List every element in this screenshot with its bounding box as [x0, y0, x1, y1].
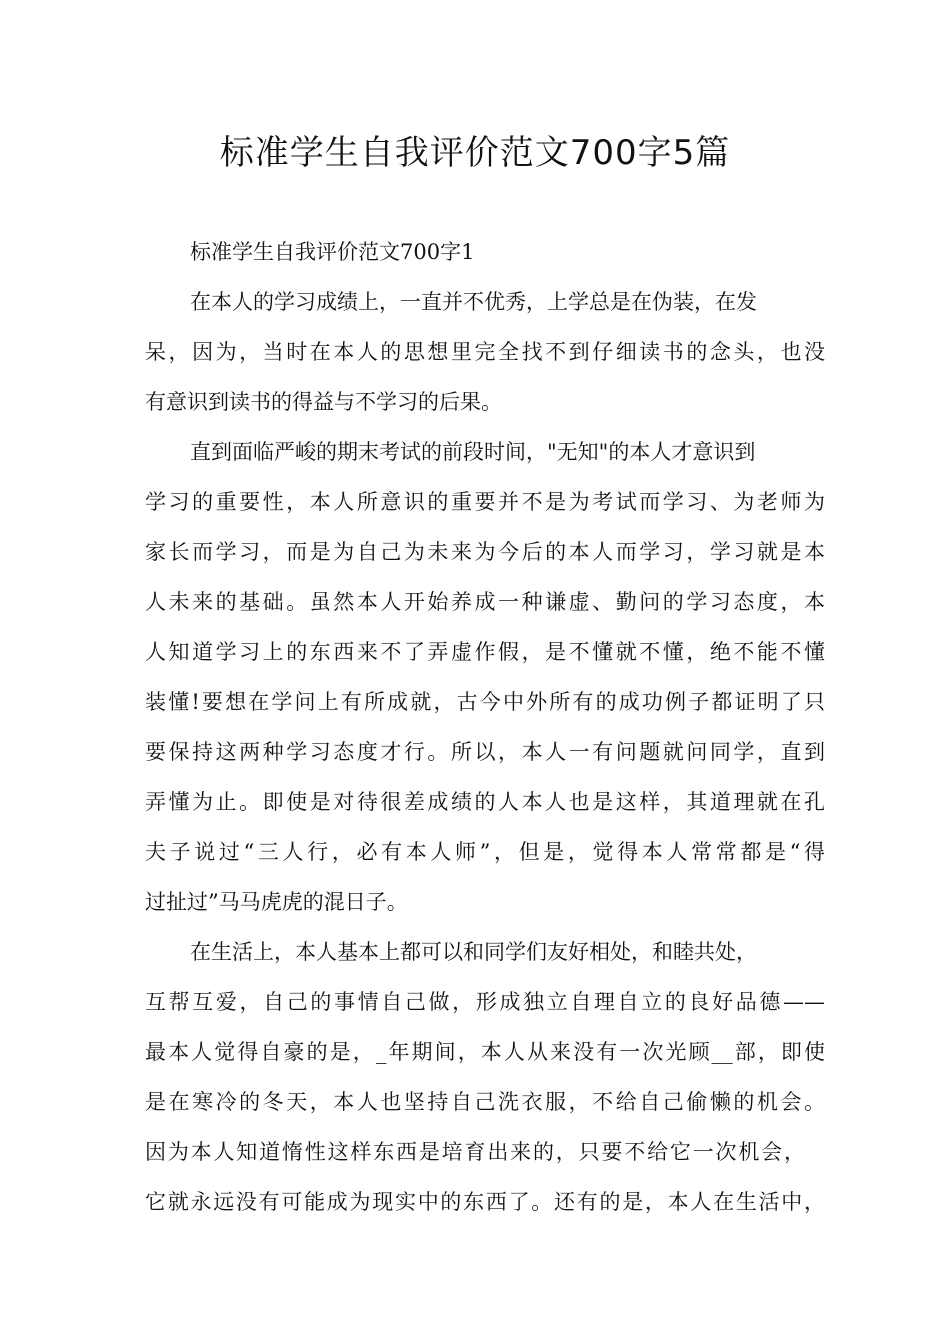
text-line: 互帮互爱，自己的事情自己做，形成独立自理自立的良好品德—— [145, 990, 825, 1014]
text-line: 人未来的基础。虽然本人开始养成一种谦虚、勤问的学习态度，本 [145, 590, 825, 614]
text-line: 是在寒冷的冬天，本人也坚持自己洗衣服，不给自己偷懒的机会。 [145, 1090, 825, 1114]
text-line: 夫子说过“三人行，必有本人师”，但是，觉得本人常常都是“得 [145, 840, 825, 864]
text-line: 呆，因为，当时在本人的思想里完全找不到仔细读书的念头，也没 [145, 340, 825, 364]
text-line: 家长而学习，而是为自己为未来为今后的本人而学习，学习就是本 [145, 540, 825, 564]
text-line: 装懂!要想在学问上有所成就，古今中外所有的成功例子都证明了只 [145, 690, 825, 714]
text-line: 人知道学习上的东西来不了弄虚作假，是不懂就不懂，绝不能不懂 [145, 640, 825, 664]
text-line: 弄懂为止。即使是对待很差成绩的人本人也是这样，其道理就在孔 [145, 790, 825, 814]
text-line: 最本人觉得自豪的是，_年期间，本人从来没有一次光顾__部，即使 [145, 1040, 825, 1064]
text-line: 有意识到读书的得益与不学习的后果。 [145, 390, 502, 414]
text-line: 在生活上，本人基本上都可以和同学们友好相处，和睦共处， [190, 940, 757, 964]
text-line: 过扯过”马马虎虎的混日子。 [145, 890, 408, 914]
text-line: 因为本人知道惰性这样东西是培育出来的，只要不给它一次机会， [145, 1140, 805, 1164]
text-line: 学习的重要性，本人所意识的重要并不是为考试而学习、为老师为 [145, 490, 825, 514]
text-line: 它就永远没有可能成为现实中的东西了。还有的是，本人在生活中， [145, 1190, 825, 1214]
page-title: 标准学生自我评价范文700字5篇 [219, 133, 731, 173]
section-heading: 标准学生自我评价范文700字1 [190, 240, 475, 264]
text-line: 要保持这两种学习态度才行。所以，本人一有问题就问同学，直到 [145, 740, 825, 764]
text-line: 在本人的学习成绩上，一直并不优秀，上学总是在伪装，在发 [190, 290, 757, 314]
text-line: 直到面临严峻的期末考试的前段时间，"无知"的本人才意识到 [190, 440, 756, 464]
